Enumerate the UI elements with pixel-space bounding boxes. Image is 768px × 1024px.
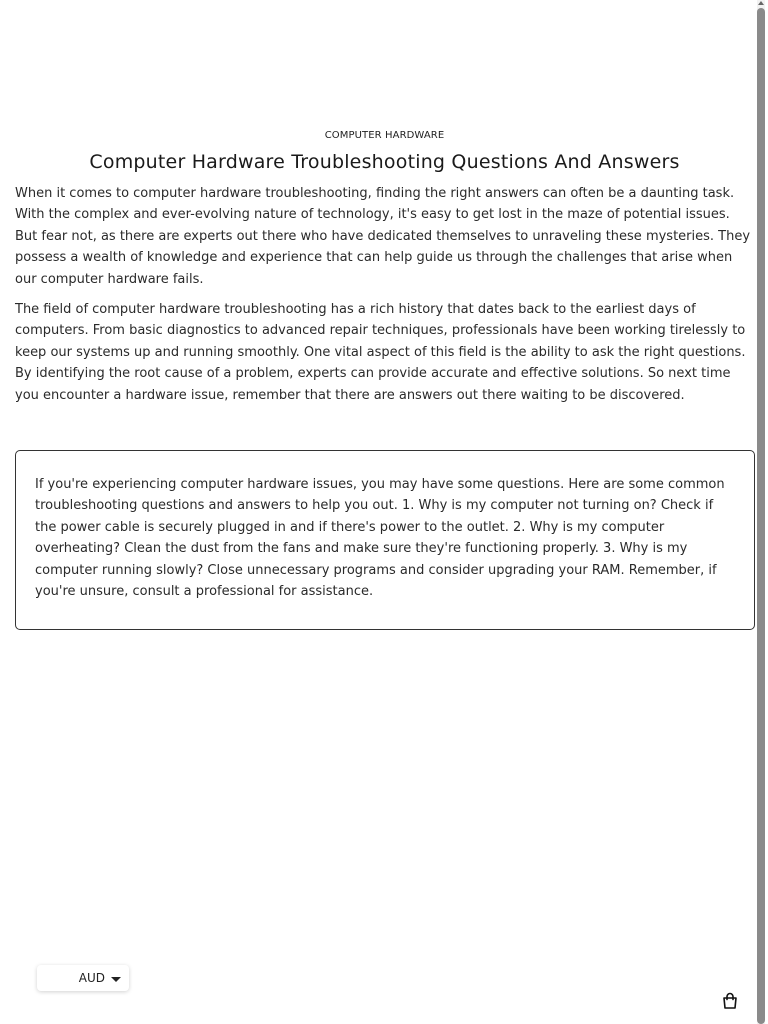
chevron-down-icon: [111, 977, 121, 982]
shopping-bag-icon: [721, 992, 739, 1010]
page-title: Computer Hardware Troubleshooting Questions And Answers: [89, 151, 680, 173]
currency-selector[interactable]: [37, 965, 129, 991]
scrollbar-thumb[interactable]: [757, 8, 765, 1024]
article-category[interactable]: COMPUTER HARDWARE: [324, 130, 445, 141]
article: [15, 129, 754, 415]
intro-paragraph-2: The field of computer hardware troubleshooting has a rich history that dates back to the earliest days of computers. From basic diagnostics to advanced repair techniques, professionals have been working tirelessly to keep our systems up and running smoothly. One vital aspect of this field is the ability to ask the right questions. By identifying the root cause of a problem, experts can provide accurate and effective solutions. So next time you encounter a hardware issue, remember that there are answers out there waiting to be discovered.: [15, 302, 746, 403]
currency-value: AUD: [78, 971, 105, 985]
answer-box: [15, 450, 755, 630]
answer-text: If you're experiencing computer hardware issues, you may have some questions. Here are some common troubleshooting questions and answers to help you out. 1. Why is my computer not turning on? Check if the power cable is securely plugged in and if there's power to the outlet. 2. Why is my computer overheating? Clean the dust from the fans and make sure they're functioning properly. 3. Why is my computer running slowly? Close unnecessary programs and consider upgrading your RAM. Remember, if you're unsure, consult a professional for assistance.: [35, 477, 725, 600]
scroll-up-arrow-icon[interactable]: [758, 1, 764, 5]
intro-paragraph-1: When it comes to computer hardware troubleshooting, finding the right answers can often be a daunting task. With the complex and ever-evolving nature of technology, it's easy to get lost in the maze of potential issues. But fear not, as there are experts out there who have dedicated themselves to unraveling these mysteries. They possess a wealth of knowledge and experience that can help guide us through the challenges that arise when our computer hardware fails.: [15, 186, 751, 287]
cart-button[interactable]: [721, 992, 739, 1010]
